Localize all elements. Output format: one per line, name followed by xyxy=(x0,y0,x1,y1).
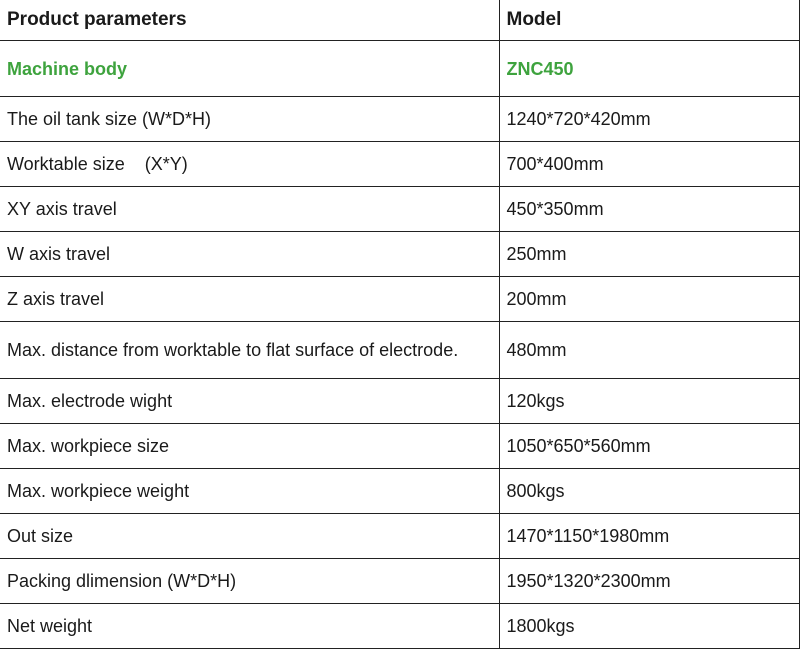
param-label: XY axis travel xyxy=(0,187,499,232)
param-value: 1240*720*420mm xyxy=(499,97,799,142)
param-value: 1800kgs xyxy=(499,604,799,649)
table-row xyxy=(0,187,799,232)
param-value: 1950*1320*2300mm xyxy=(499,559,799,604)
param-value: 200mm xyxy=(499,277,799,322)
table-row xyxy=(0,424,799,469)
table-row xyxy=(0,142,799,187)
param-label: Max. workpiece size xyxy=(0,424,499,469)
param-label: Worktable size (X*Y) xyxy=(0,142,499,187)
table-row xyxy=(0,232,799,277)
section-label: Machine body xyxy=(0,41,499,97)
table-row xyxy=(0,97,799,142)
header-product-parameters: Product parameters xyxy=(0,0,499,41)
param-value: 450*350mm xyxy=(499,187,799,232)
param-label: W axis travel xyxy=(0,232,499,277)
param-label: Net weight xyxy=(0,604,499,649)
param-value: 480mm xyxy=(499,322,799,379)
table-row xyxy=(0,514,799,559)
section-row-machine-body xyxy=(0,41,799,97)
section-model: ZNC450 xyxy=(499,41,799,97)
param-value: 1050*650*560mm xyxy=(499,424,799,469)
param-label: Max. distance from worktable to flat surface of electrode. xyxy=(0,322,499,379)
table-row xyxy=(0,469,799,514)
param-label: The oil tank size (W*D*H) xyxy=(0,97,499,142)
table-row xyxy=(0,379,799,424)
param-value: 1470*1150*1980mm xyxy=(499,514,799,559)
param-value: 800kgs xyxy=(499,469,799,514)
param-label: Out size xyxy=(0,514,499,559)
table-row xyxy=(0,277,799,322)
table-row xyxy=(0,559,799,604)
param-label: Z axis travel xyxy=(0,277,499,322)
param-label: Packing dlimension (W*D*H) xyxy=(0,559,499,604)
table-row xyxy=(0,322,799,379)
param-label: Max. electrode wight xyxy=(0,379,499,424)
param-value: 120kgs xyxy=(499,379,799,424)
table-header-row xyxy=(0,0,799,41)
param-value: 250mm xyxy=(499,232,799,277)
param-label: Max. workpiece weight xyxy=(0,469,499,514)
param-value: 700*400mm xyxy=(499,142,799,187)
table-row xyxy=(0,604,799,649)
header-model: Model xyxy=(499,0,799,41)
